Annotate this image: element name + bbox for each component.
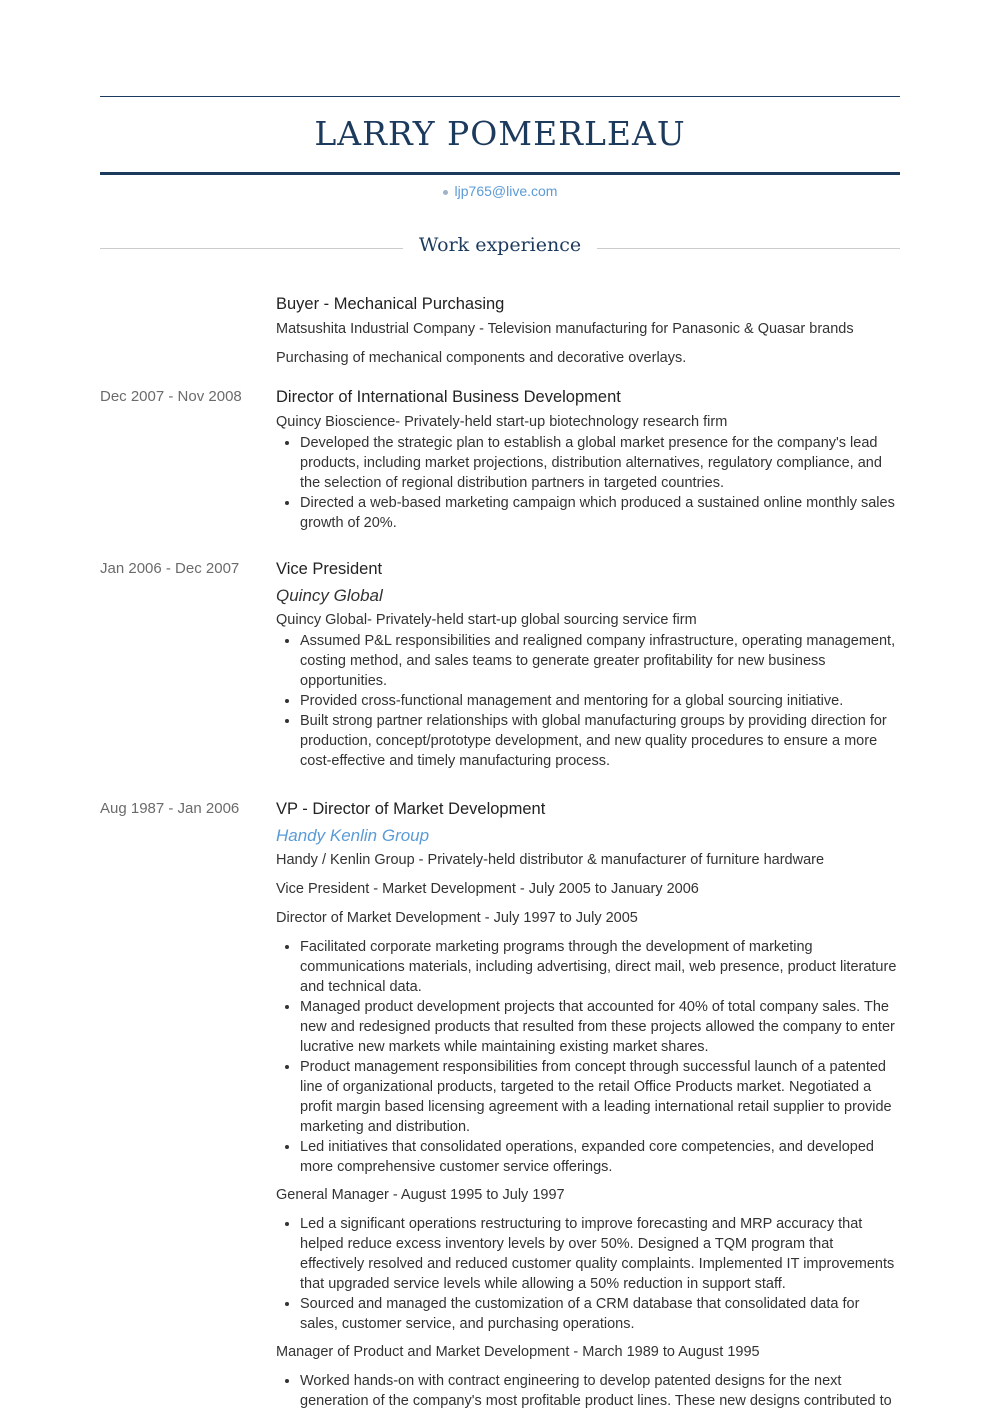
list-item: • Worked hands-on with contract engineering to develop patented designs for the next generation of the company's most profitable product lines. These new designs contributed to bbox=[300, 1371, 900, 1411]
job-description: Quincy Bioscience- Privately-held start-up biotechnology research firm bbox=[276, 414, 728, 430]
job-date: Aug 1987 - Jan 2006 bbox=[100, 800, 240, 817]
job-subtitle: Director of Market Development - July 1997 to July 2005 bbox=[276, 910, 638, 926]
list-item: • Sourced and managed the customization of a CRM database that consolidated data for sales, customer service, and purchasing operations. bbox=[300, 1294, 900, 1334]
job-bullets bbox=[276, 1371, 900, 1411]
list-item: • Managed product development projects that accounted for 40% of total company sales. The new and redesigned products that resulted from these projects allowed the company to enter lucrative new markets while maintaining existing market shares. bbox=[300, 997, 900, 1057]
job-bullets bbox=[276, 1214, 900, 1334]
job-subtitle: Vice President - Market Development - July 2005 to January 2006 bbox=[276, 881, 699, 897]
list-item: • Built strong partner relationships with global manufacturing groups by providing direction for production, concept/prototype development, and new quality procedures to ensure a more cost-effective and timely manufacturing process. bbox=[300, 711, 900, 771]
job-company: Quincy Global bbox=[276, 586, 383, 605]
job-body bbox=[276, 558, 900, 779]
job-subtitle: General Manager - August 1995 to July 1997 bbox=[276, 1187, 565, 1203]
job-body bbox=[276, 798, 900, 1419]
header-bottom-rule bbox=[100, 172, 900, 175]
job-description: Matsushita Industrial Company - Television manufacturing for Panasonic & Quasar brands bbox=[276, 321, 854, 337]
list-item: • Led initiatives that consolidated operations, expanded core competencies, and developed more comprehensive customer service offerings. bbox=[300, 1137, 900, 1177]
job-role: Vice President bbox=[276, 560, 383, 578]
contact-line bbox=[100, 181, 900, 201]
job-bullets bbox=[276, 937, 900, 1177]
job-bullets bbox=[276, 631, 900, 771]
job-body bbox=[276, 293, 900, 377]
job-role: VP - Director of Market Development bbox=[276, 800, 546, 818]
job-bullets bbox=[276, 433, 900, 533]
list-item: • Product management responsibilities from concept through successful launch of a patented line of organizational products, targeted to the retail Office Products market. Negotiated a profit margin based licensing agreement with a leading international retail supplier to provide marketing and distribution. bbox=[300, 1057, 900, 1137]
job-body bbox=[276, 386, 900, 541]
job-description: Quincy Global- Privately-held start-up global sourcing service firm bbox=[276, 612, 697, 628]
list-item: • Developed the strategic plan to establish a global market presence for the company's lead products, including market projections, distribution alternatives, regulatory compliance, and the selection of regional distribution partners in targeted countries. bbox=[300, 433, 900, 493]
list-item: • Facilitated corporate marketing programs through the development of marketing communications materials, including advertising, direct mail, web presence, product literature and technical data. bbox=[300, 937, 900, 997]
list-item: • Assumed P&L responsibilities and realigned company infrastructure, operating management, costing method, and sales teams to generate greater profitability for new business opportunities. bbox=[300, 631, 900, 691]
job-role: Director of International Business Development bbox=[276, 388, 621, 406]
section-title: Work experience bbox=[418, 234, 582, 256]
job-description: Purchasing of mechanical components and decorative overlays. bbox=[276, 350, 687, 366]
job-role: Buyer - Mechanical Purchasing bbox=[276, 295, 505, 313]
list-item: • Led a significant operations restructuring to improve forecasting and MRP accuracy that helped reduce excess inventory levels by over 50%. Designed a TQM program that effectively resolved and reduced customer quality complaints. Implemented IT improvements that upgraded service levels while allowing a 50% reduction in support staff. bbox=[300, 1214, 900, 1294]
job-description: Handy / Kenlin Group - Privately-held distributor & manufacturer of furniture hardware bbox=[276, 852, 825, 868]
job-subtitle: Manager of Product and Market Development - March 1989 to August 1995 bbox=[276, 1344, 760, 1360]
job-company-link[interactable]: Handy Kenlin Group bbox=[276, 826, 430, 845]
list-item: • Directed a web-based marketing campaign which produced a sustained online monthly sales growth of 20%. bbox=[300, 493, 900, 533]
section-heading bbox=[100, 230, 900, 260]
bullet-dot-icon bbox=[443, 190, 448, 195]
section-rule-right bbox=[597, 248, 900, 249]
header-top-rule bbox=[100, 96, 900, 97]
email-link[interactable]: ljp765@live.com bbox=[454, 183, 558, 199]
candidate-name: LARRY POMERLEAU bbox=[314, 114, 686, 153]
list-item: • Provided cross-functional management and mentoring for a global sourcing initiative. bbox=[300, 691, 900, 711]
job-date: Dec 2007 - Nov 2008 bbox=[100, 388, 242, 405]
job-date: Jan 2006 - Dec 2007 bbox=[100, 560, 240, 577]
